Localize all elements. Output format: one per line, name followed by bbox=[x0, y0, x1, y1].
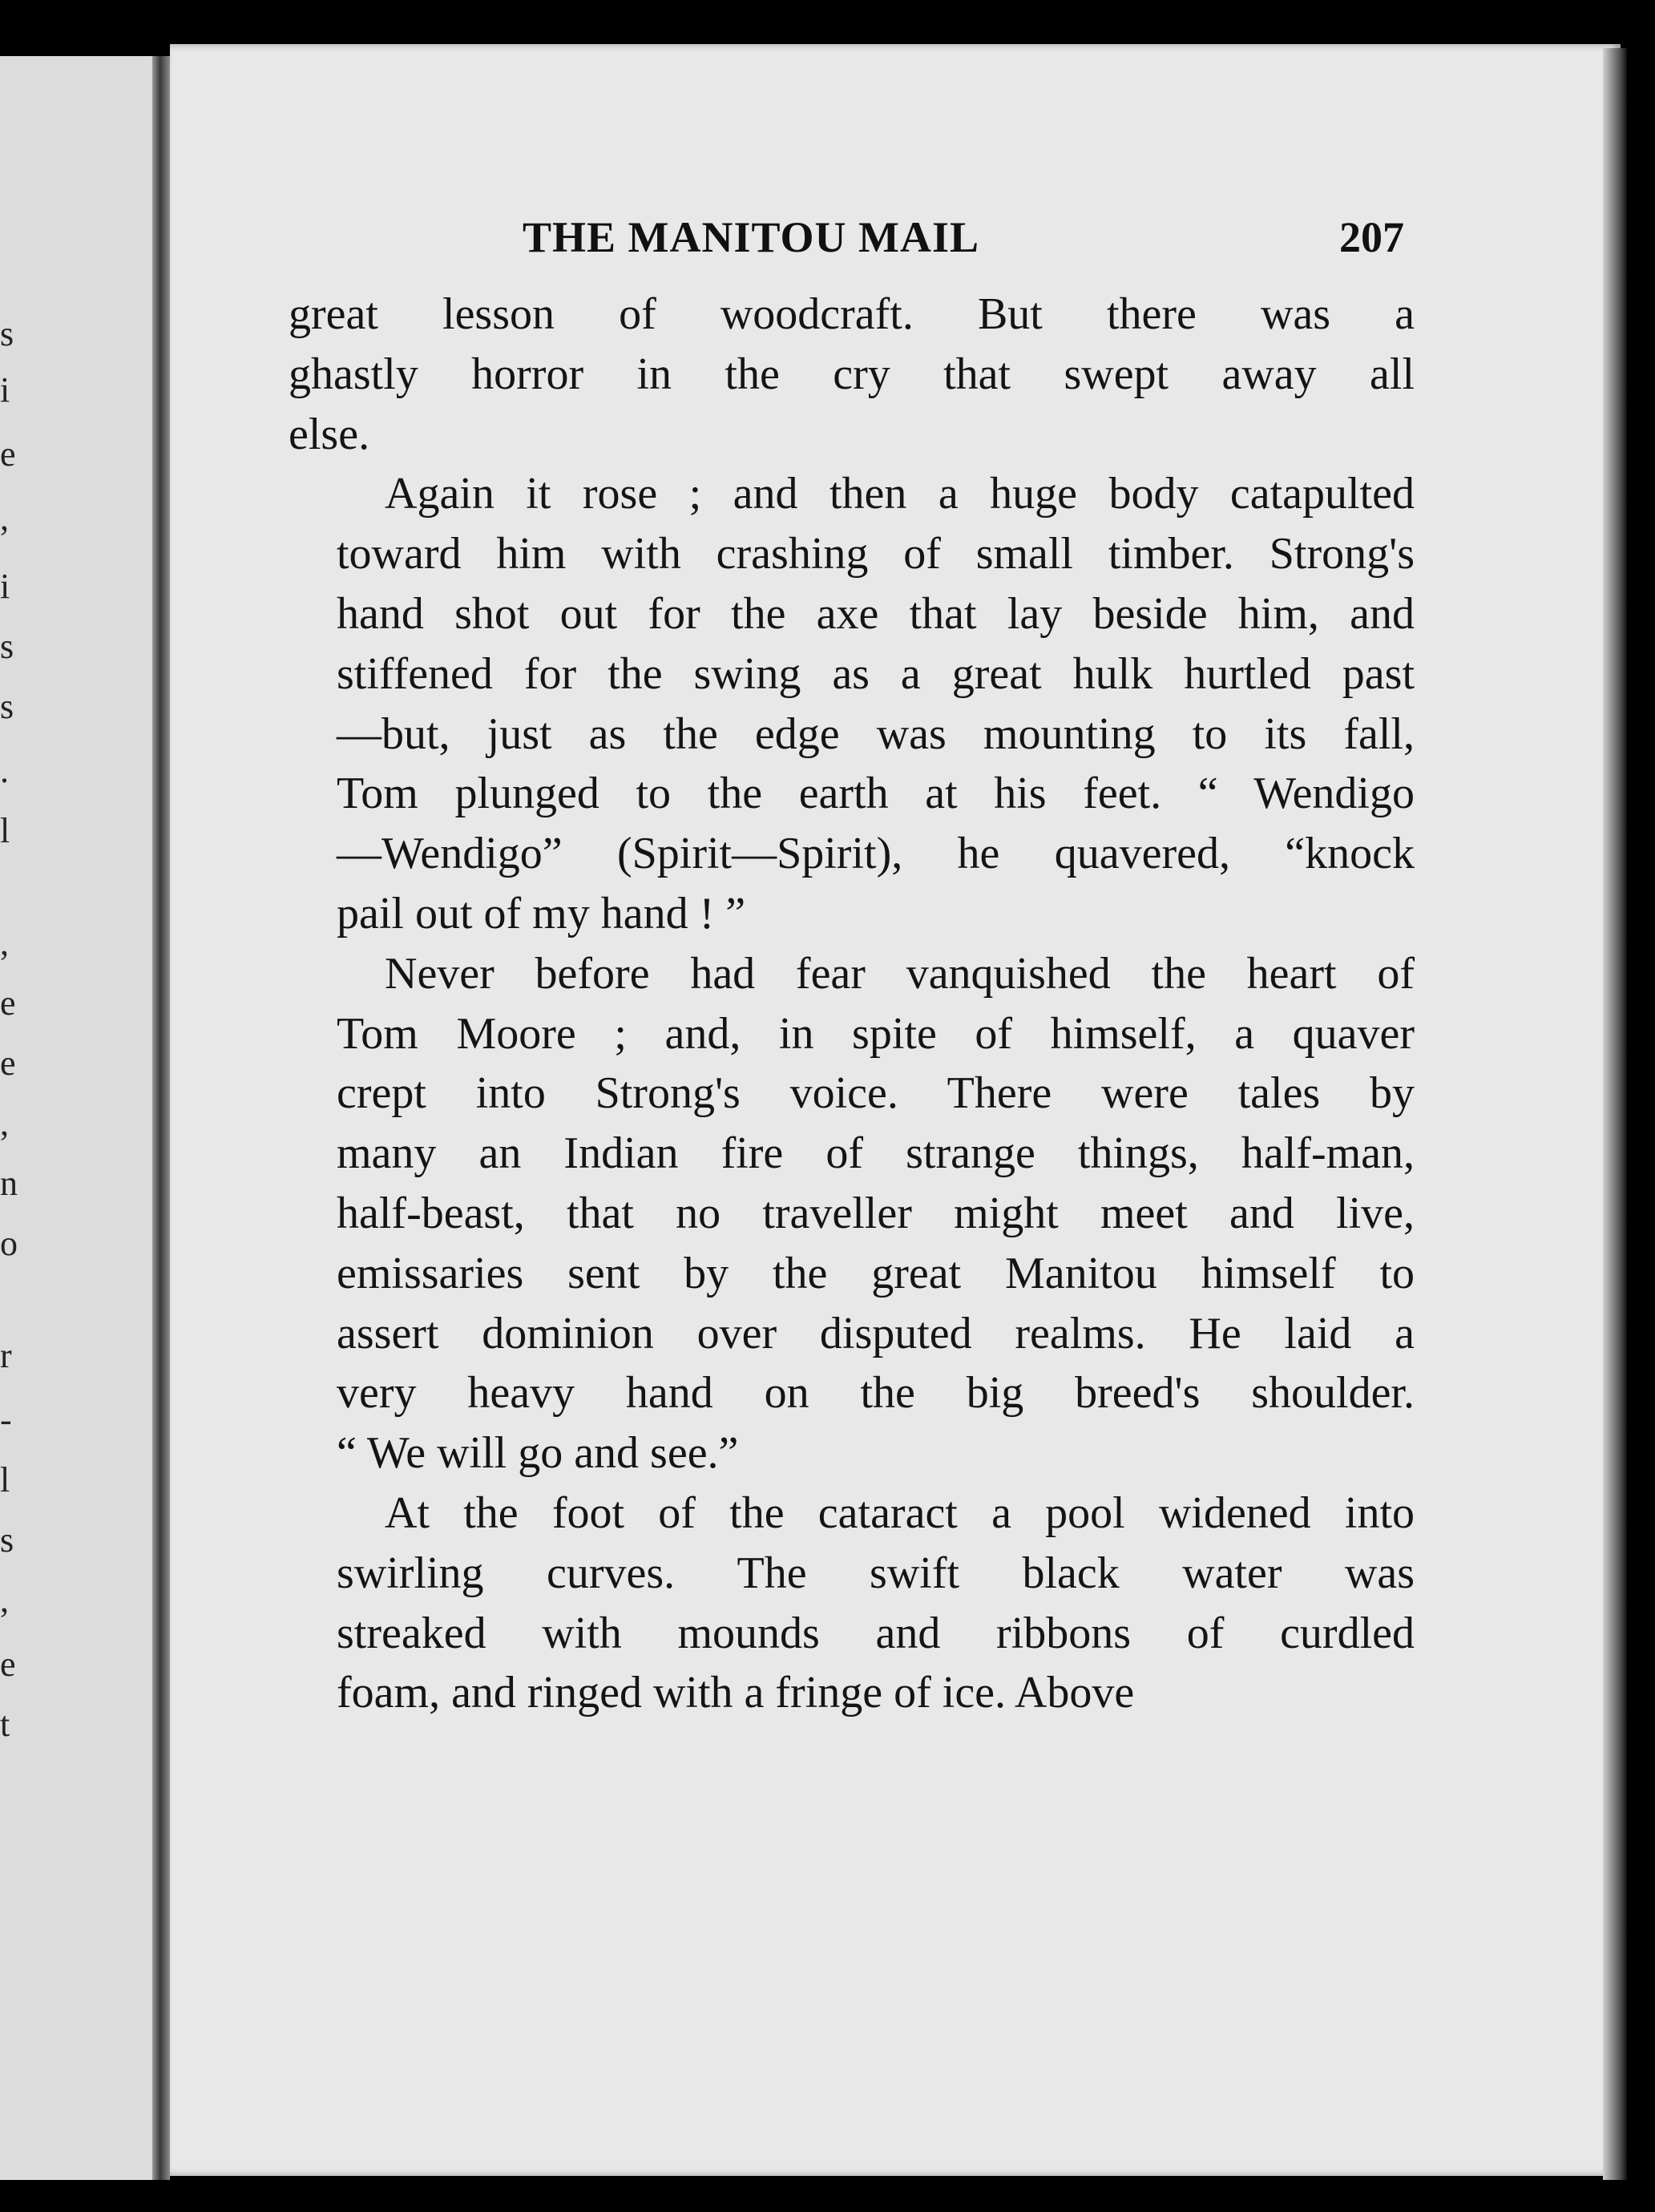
text-line: hand shot out for the axe that lay beside him, and bbox=[337, 588, 1415, 639]
book-page bbox=[170, 44, 1621, 2176]
body-text bbox=[289, 285, 1415, 1723]
facing-page-char: , bbox=[0, 923, 9, 963]
page-header bbox=[523, 212, 1404, 285]
text-line: swirling curves. The swift black water was bbox=[337, 1548, 1415, 1598]
page-edge-shadow bbox=[1603, 48, 1627, 2180]
facing-page-char: i bbox=[0, 567, 10, 606]
facing-page-char: , bbox=[0, 1104, 9, 1143]
text-line: stiffened for the swing as a great hulk hurtled past bbox=[337, 648, 1415, 699]
text-line: half-beast, that no traveller might meet and live, bbox=[337, 1188, 1415, 1238]
text-line: —but, just as the edge was mounting to its fall, bbox=[337, 708, 1415, 759]
text-line: —Wendigo” (Spirit—Spirit), he quavered, “knock bbox=[337, 829, 1415, 879]
text-line: assert dominion over disputed realms. He laid a bbox=[337, 1308, 1415, 1358]
text-line: great lesson of woodcraft. But there was a bbox=[289, 289, 1415, 339]
facing-page-char: e bbox=[0, 1043, 16, 1083]
facing-page-char: , bbox=[0, 499, 9, 538]
text-line: very heavy hand on the big breed's shoulder. bbox=[337, 1368, 1415, 1419]
facing-page-char: s bbox=[0, 687, 14, 726]
text-line: emissaries sent by the great Manitou himself to bbox=[337, 1248, 1415, 1298]
paragraph bbox=[289, 944, 1415, 1483]
text-line: crept into Strong's voice. There were tales by bbox=[337, 1068, 1415, 1119]
facing-page-char: i bbox=[0, 370, 10, 410]
text-line: many an Indian fire of strange things, half-man, bbox=[337, 1128, 1415, 1179]
paragraph bbox=[289, 1483, 1415, 1723]
page-number: 207 bbox=[1339, 213, 1404, 261]
facing-page-char: s bbox=[0, 314, 14, 353]
text-line: streaked with mounds and ribbons of curdled bbox=[337, 1608, 1415, 1658]
text-line: ghastly horror in the cry that swept away all bbox=[289, 349, 1415, 399]
facing-page-char: e bbox=[0, 983, 16, 1023]
facing-page-char: e bbox=[0, 434, 16, 474]
facing-page-char: l bbox=[0, 1460, 10, 1500]
facing-page-char: . bbox=[0, 751, 9, 790]
text-line: “ We will go and see.” bbox=[337, 1428, 739, 1479]
facing-page-char: n bbox=[0, 1164, 18, 1203]
facing-page-char: s bbox=[0, 1520, 14, 1560]
text-line: Again it rose ; and then a huge body catapulted bbox=[385, 469, 1415, 519]
facing-page-char: - bbox=[0, 1400, 12, 1439]
facing-page-char: , bbox=[0, 1580, 9, 1620]
text-line: pail out of my hand ! ” bbox=[337, 888, 746, 938]
text-line: Never before had fear vanquished the heart of bbox=[385, 948, 1415, 999]
text-line: toward him with crashing of small timber. Strong's bbox=[337, 529, 1415, 579]
paragraph bbox=[289, 285, 1415, 464]
text-line: Tom plunged to the earth at his feet. “ Wendigo bbox=[337, 769, 1415, 819]
facing-page-edge bbox=[0, 56, 152, 2180]
text-line: At the foot of the cataract a pool widened into bbox=[385, 1487, 1415, 1538]
facing-page-char: t bbox=[0, 1705, 10, 1744]
facing-page-char: r bbox=[0, 1336, 12, 1375]
book-gutter bbox=[152, 56, 170, 2180]
facing-page-char: e bbox=[0, 1645, 16, 1684]
text-line: else. bbox=[289, 409, 370, 459]
facing-page-char: s bbox=[0, 627, 14, 666]
text-line: foam, and ringed with a fringe of ice. Above bbox=[337, 1668, 1135, 1718]
paragraph bbox=[289, 464, 1415, 943]
facing-page-char: o bbox=[0, 1224, 18, 1263]
facing-page-char: l bbox=[0, 811, 10, 850]
running-head: THE MANITOU MAIL bbox=[523, 213, 980, 261]
text-line: Tom Moore ; and, in spite of himself, a quaver bbox=[337, 1008, 1415, 1059]
